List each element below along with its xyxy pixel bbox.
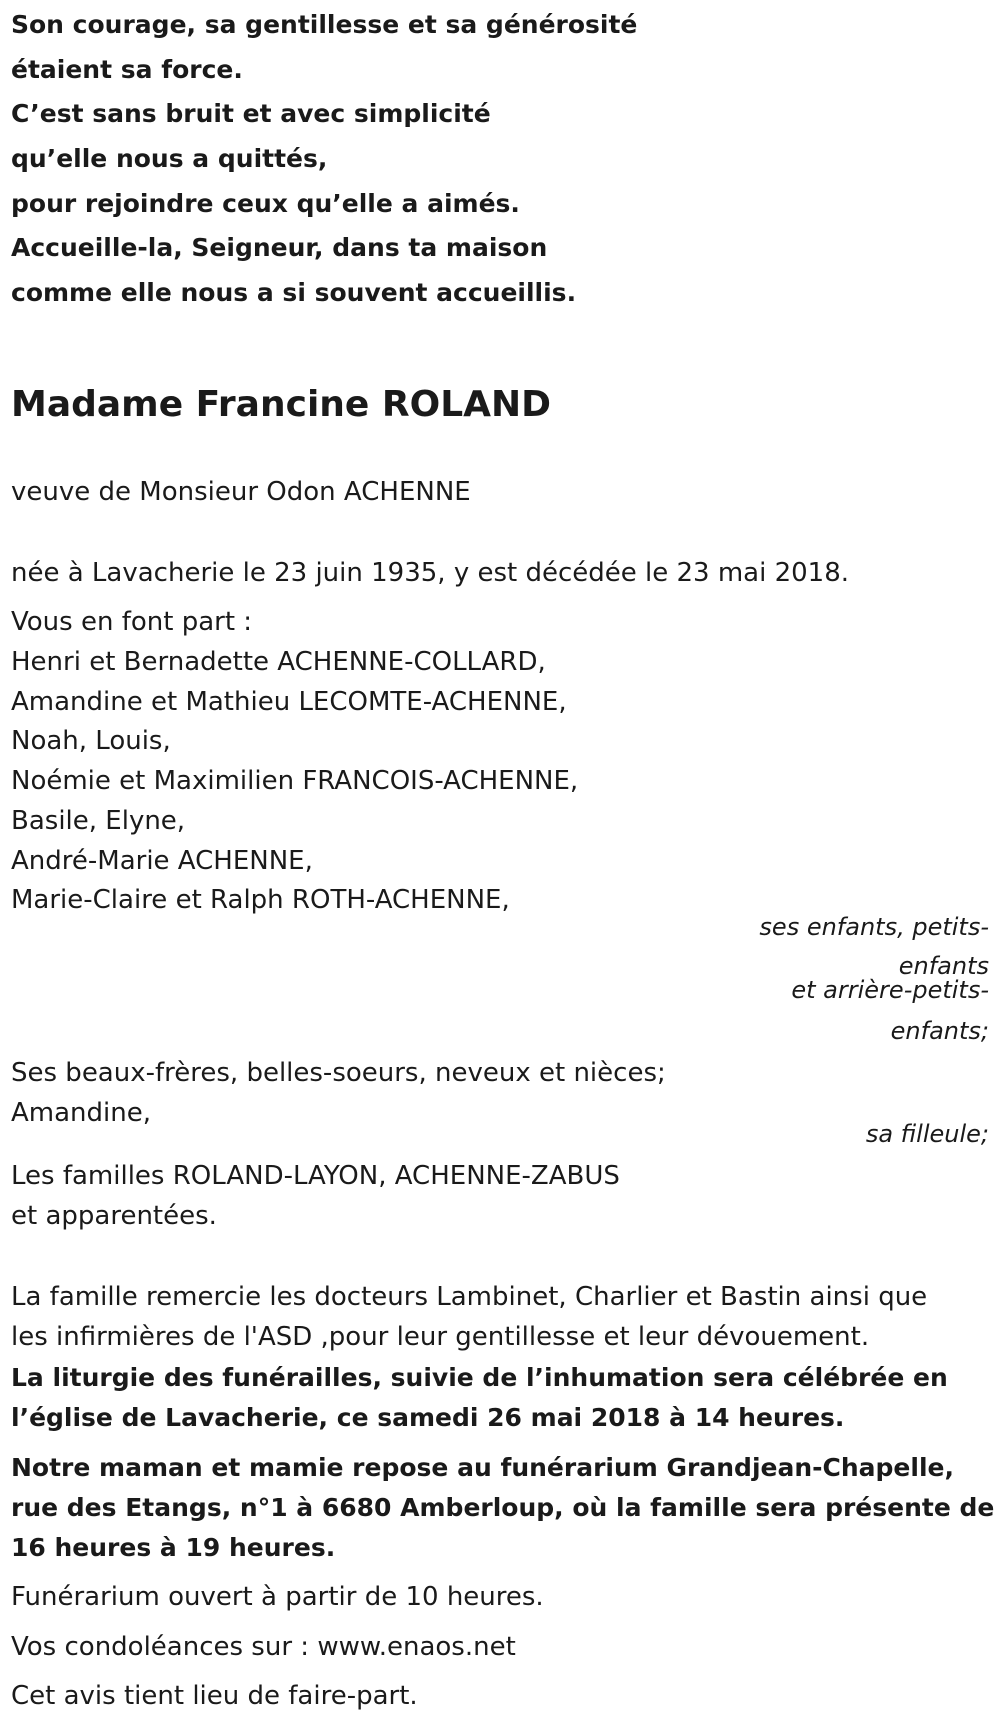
repose-line: rue des Etangs, n°1 à 6680 Amberloup, où la famille sera présente de	[11, 1493, 995, 1522]
repose-line: Notre maman et mamie repose au funérarium Grandjean-Chapelle,	[11, 1453, 954, 1482]
poem-line: qu’elle nous a quittés,	[11, 144, 328, 173]
poem-line: pour rejoindre ceux qu’elle a aimés.	[11, 189, 520, 218]
opening-hours: Funérarium ouvert à partir de 10 heures.	[11, 1582, 544, 1612]
families-line: et apparentées.	[11, 1201, 217, 1231]
thanks-line: les infirmières de l'ASD ,pour leur gentillesse et leur dévouement.	[11, 1322, 870, 1352]
announcer-line: Amandine et Mathieu LECOMTE-ACHENNE,	[11, 687, 567, 717]
repose-line: 16 heures à 19 heures.	[11, 1533, 336, 1562]
announcer-line: Noémie et Maximilien FRANCOIS-ACHENNE,	[11, 766, 579, 796]
poem-line: Accueille-la, Seigneur, dans ta maison	[11, 233, 548, 262]
announcer-line: Basile, Elyne,	[11, 806, 186, 836]
birth-death-dates: née à Lavacherie le 23 juin 1935, y est décédée le 23 mai 2018.	[11, 558, 850, 588]
thanks-line: La famille remercie les docteurs Lambinet, Charlier et Bastin ainsi que	[11, 1282, 928, 1312]
relatives-line: Amandine,	[11, 1098, 151, 1128]
announcer-line: Noah, Louis,	[11, 726, 171, 756]
relation-children-line: et arrière-petits-	[791, 976, 989, 1004]
announcers-intro: Vous en font part :	[11, 607, 253, 637]
widow-of: veuve de Monsieur Odon ACHENNE	[11, 477, 471, 507]
relatives-line: Ses beaux-frères, belles-soeurs, neveux et nièces;	[11, 1058, 666, 1088]
poem-line: C’est sans bruit et avec simplicité	[11, 99, 491, 128]
announcer-line: Marie-Claire et Ralph ROTH-ACHENNE,	[11, 885, 510, 915]
relation-children-line: enfants;	[890, 1017, 989, 1045]
announcer-line: Henri et Bernadette ACHENNE-COLLARD,	[11, 647, 546, 677]
poem-line: étaient sa force.	[11, 55, 243, 84]
poem-line: Son courage, sa gentillesse et sa générosité	[11, 10, 638, 39]
announcer-line: André-Marie ACHENNE,	[11, 846, 313, 876]
condolences-link[interactable]: Vos condoléances sur : www.enaos.net	[11, 1632, 516, 1662]
funeral-line: La liturgie des funérailles, suivie de l’inhumation sera célébrée en	[11, 1363, 948, 1392]
relation-children-line: ses enfants, petits-	[759, 913, 989, 941]
funeral-line: l’église de Lavacherie, ce samedi 26 mai 2018 à 14 heures.	[11, 1403, 845, 1432]
relation-children-line: enfants	[898, 952, 989, 980]
poem-line: comme elle nous a si souvent accueillis.	[11, 278, 577, 307]
deceased-name: Madame Francine ROLAND	[11, 384, 551, 425]
families-line: Les familles ROLAND-LAYON, ACHENNE-ZABUS	[11, 1161, 620, 1191]
relation-goddaughter: sa filleule;	[865, 1120, 989, 1148]
notice-statement: Cet avis tient lieu de faire-part.	[11, 1681, 418, 1711]
